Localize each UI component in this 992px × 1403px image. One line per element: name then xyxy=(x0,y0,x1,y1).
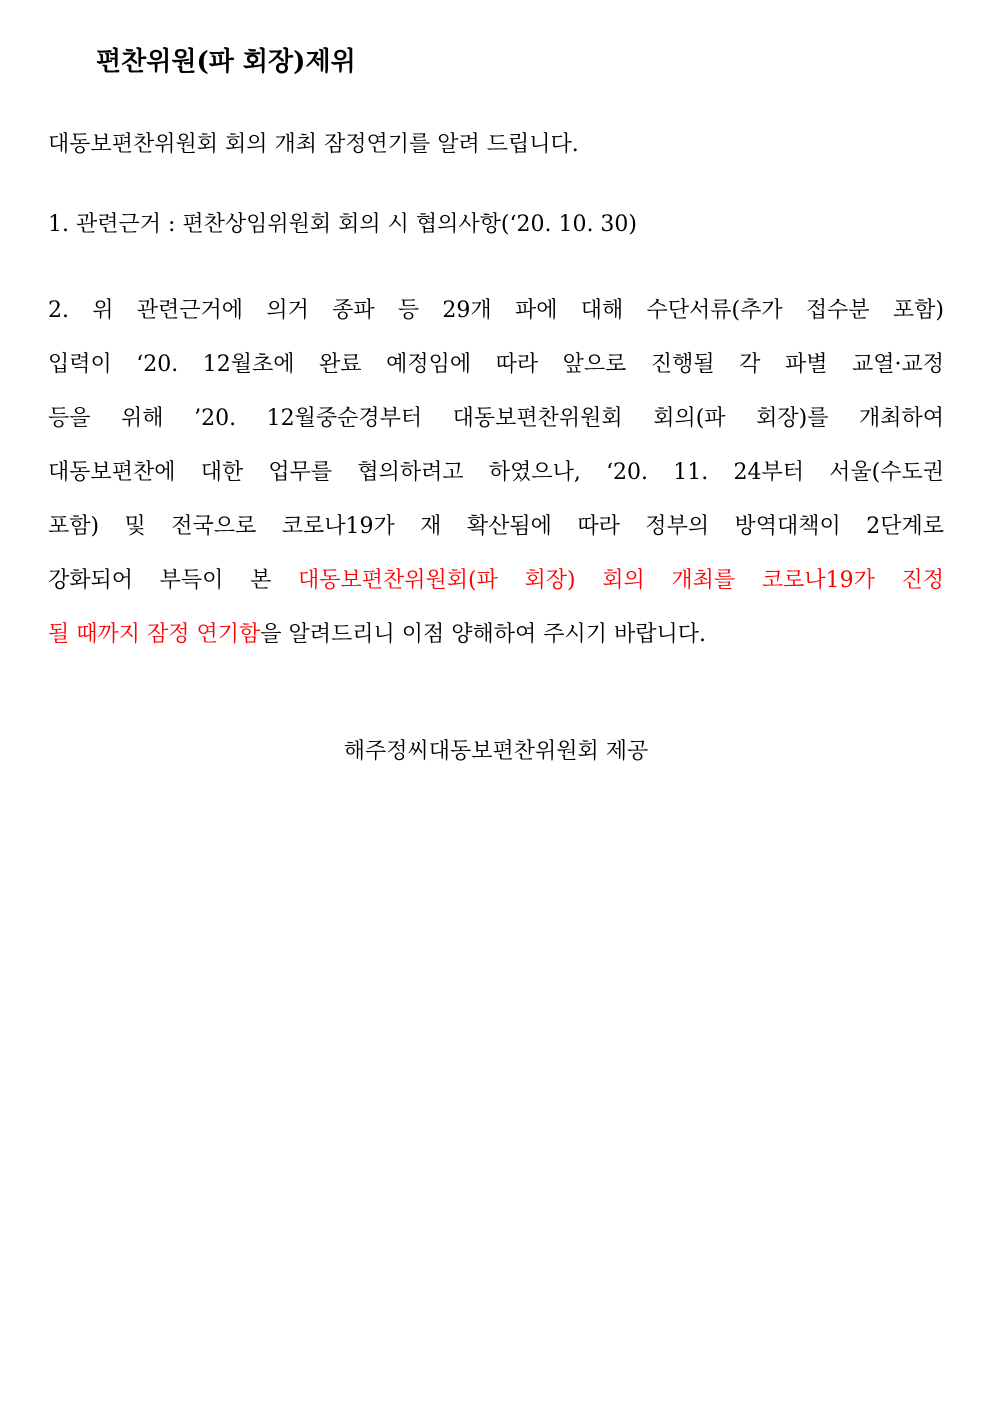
item-2-line-7-text: 을 알려드리니 이점 양해하여 주시기 바랍니다. xyxy=(260,622,706,647)
item-2-line-1: 2. 위 관련근거에 의거 종파 등 29개 파에 대해 수단서류(추가 접수분 포함) xyxy=(48,298,944,323)
item-2-line-4: 대동보편찬에 대한 업무를 협의하려고 하였으나, ‘20. 11. 24부터 서울(수도권 xyxy=(48,460,944,485)
item-2-line-3: 등을 위해 ’20. 12월중순경부터 대동보편찬위원회 회의(파 회장)를 개최하여 xyxy=(48,406,944,431)
item-1-basis: 1. 관련근거 : 편찬상임위원회 회의 시 협의사항(‘20. 10. 30) xyxy=(48,212,638,237)
item-2-line-6-text: 강화되어 부득이 본 xyxy=(48,568,298,593)
issuer-footer: 해주정씨대동보편찬위원회 제공 xyxy=(343,739,649,764)
document-title: 편찬위원(파 회장)제위 xyxy=(96,47,356,77)
postponement-highlight-part-2: 될 때까지 잠정 연기함 xyxy=(48,622,261,647)
item-2-line-6 xyxy=(48,554,944,608)
intro-sentence: 대동보편찬위원회 회의 개최 잠정연기를 알려 드립니다. xyxy=(48,132,579,157)
item-2-paragraph xyxy=(48,284,944,662)
postponement-highlight-part-1: 대동보편찬위원회(파 회장) 회의 개최를 코로나19가 진정 xyxy=(298,568,945,593)
item-2-line-2: 입력이 ‘20. 12월초에 완료 예정임에 따라 앞으로 진행될 각 파별 교열·교정 xyxy=(48,352,944,377)
item-2-line-7 xyxy=(48,608,944,662)
item-2-line-5: 포함) 및 전국으로 코로나19가 재 확산됨에 따라 정부의 방역대책이 2단계로 xyxy=(48,514,944,539)
